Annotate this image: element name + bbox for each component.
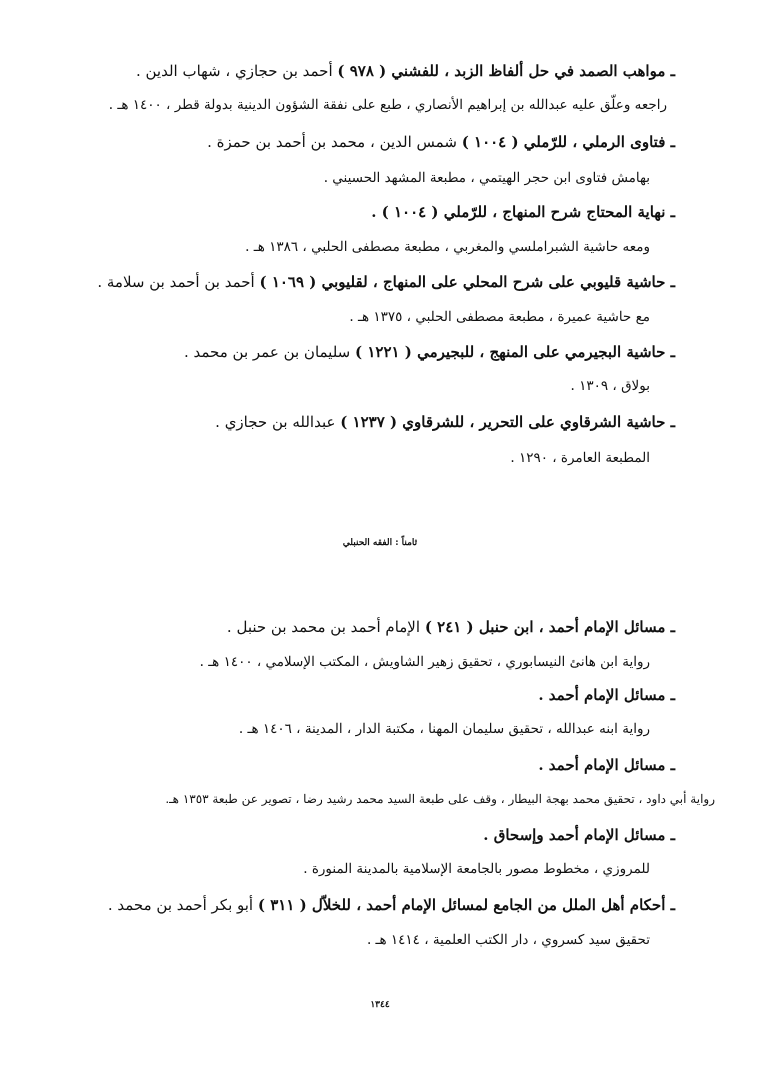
entry-note: مع حاشية عميرة ، مطبعة مصطفى الحلبي ، ١٣٧٥ هـ . (349, 309, 650, 325)
entry-3 (371, 203, 675, 221)
entry-note: رواية أبي داود ، تحقيق محمد بهجة البيطار ، وقف على طبعة السيد محمد رشيد رضا ، تصوير عن طبعة ١٣٥٣ هـ. (165, 792, 715, 806)
entry-title: ـ مسائل الإمام أحمد . (538, 756, 675, 774)
entry-title: ـ مسائل الإمام أحمد . (538, 686, 675, 704)
entry-note: بهامش فتاوى ابن حجر الهيتمي ، مطبعة المشهد الحسيني . (323, 170, 650, 186)
entry-2 (207, 133, 675, 151)
entry-title: ـ نهاية المحتاج شرح المنهاج ، للرّملي ( ١٠٠٤ ) . (371, 203, 675, 221)
entry-6 (215, 413, 675, 431)
entry-note: رواية ابنه عبدالله ، تحقيق سليمان المهنا ، مكتبة الدار ، المدينة ، ١٤٠٦ هـ . (238, 721, 650, 737)
entry-author: عبدالله بن حجازي . (215, 413, 341, 431)
entry-author: شمس الدين ، محمد بن أحمد بن حمزة . (207, 133, 462, 151)
entry-5 (184, 343, 675, 361)
entry-note: ومعه حاشية الشبراملسي والمغربي ، مطبعة مصطفى الحلبي ، ١٣٨٦ هـ . (245, 239, 650, 255)
entry-title: ـ فتاوى الرملي ، للرّملي ( ١٠٠٤ ) (461, 133, 675, 151)
entry-author: أبو بكر أحمد بن محمد . (107, 896, 258, 914)
entry-4 (97, 273, 675, 291)
entry-title: ـ مسائل الإمام أحمد ، ابن حنبل ( ٢٤١ ) (424, 618, 675, 636)
page-number: ١٣٤٤ (370, 1000, 390, 1010)
entry-title: ـ أحكام أهل الملل من الجامع لمسائل الإمام أحمد ، للخلاّل ( ٣١١ ) (257, 896, 675, 914)
entry-title: ـ حاشية قليوبي على شرح المحلي على المنهاج ، لقليوبي ( ١٠٦٩ ) (259, 273, 675, 291)
entry-title: ـ مواهب الصمد في حل ألفاظ الزبد ، للفشني ( ٩٧٨ ) (337, 62, 675, 80)
entry-title: ـ مسائل الإمام أحمد وإسحاق . (483, 826, 675, 844)
entry-author: الإمام أحمد بن محمد بن حنبل . (226, 618, 425, 636)
entry-1 (136, 62, 675, 80)
entry-8 (538, 686, 675, 704)
entry-note: المطبعة العامرة ، ١٢٩٠ . (510, 450, 650, 466)
section-heading: ثامناً : الفقه الحنبلي (342, 538, 418, 548)
entry-author: أحمد بن حجازي ، شهاب الدين . (135, 62, 338, 80)
entry-note: راجعه وعلّق عليه عبدالله بن إبراهيم الأنصاري ، طبع على نفقة الشؤون الدينية بدولة قطر ، ١٤٠٠ هـ . (108, 97, 667, 113)
entry-10 (483, 826, 675, 844)
entry-11 (108, 896, 675, 914)
entry-title: ـ حاشية البجيرمي على المنهج ، للبجيرمي ( ١٢٢١ ) (355, 343, 675, 361)
entry-note: بولاق ، ١٣٠٩ . (570, 378, 650, 394)
entry-note: للمروزي ، مخطوط مصور بالجامعة الإسلامية بالمدينة المنورة . (303, 861, 650, 877)
entry-note: تحقيق سيد كسروي ، دار الكتب العلمية ، ١٤١٤ هـ . (366, 932, 650, 948)
entry-note: رواية ابن هانئ النيسابوري ، تحقيق زهير الشاويش ، المكتب الإسلامي ، ١٤٠٠ هـ . (199, 654, 650, 670)
entry-title: ـ حاشية الشرقاوي على التحرير ، للشرقاوي ( ١٢٣٧ ) (340, 413, 675, 431)
entry-author: أحمد بن أحمد بن سلامة . (97, 273, 260, 291)
entry-7 (227, 618, 675, 636)
entry-author: سليمان بن عمر بن محمد . (183, 343, 356, 361)
entry-9 (538, 756, 675, 774)
